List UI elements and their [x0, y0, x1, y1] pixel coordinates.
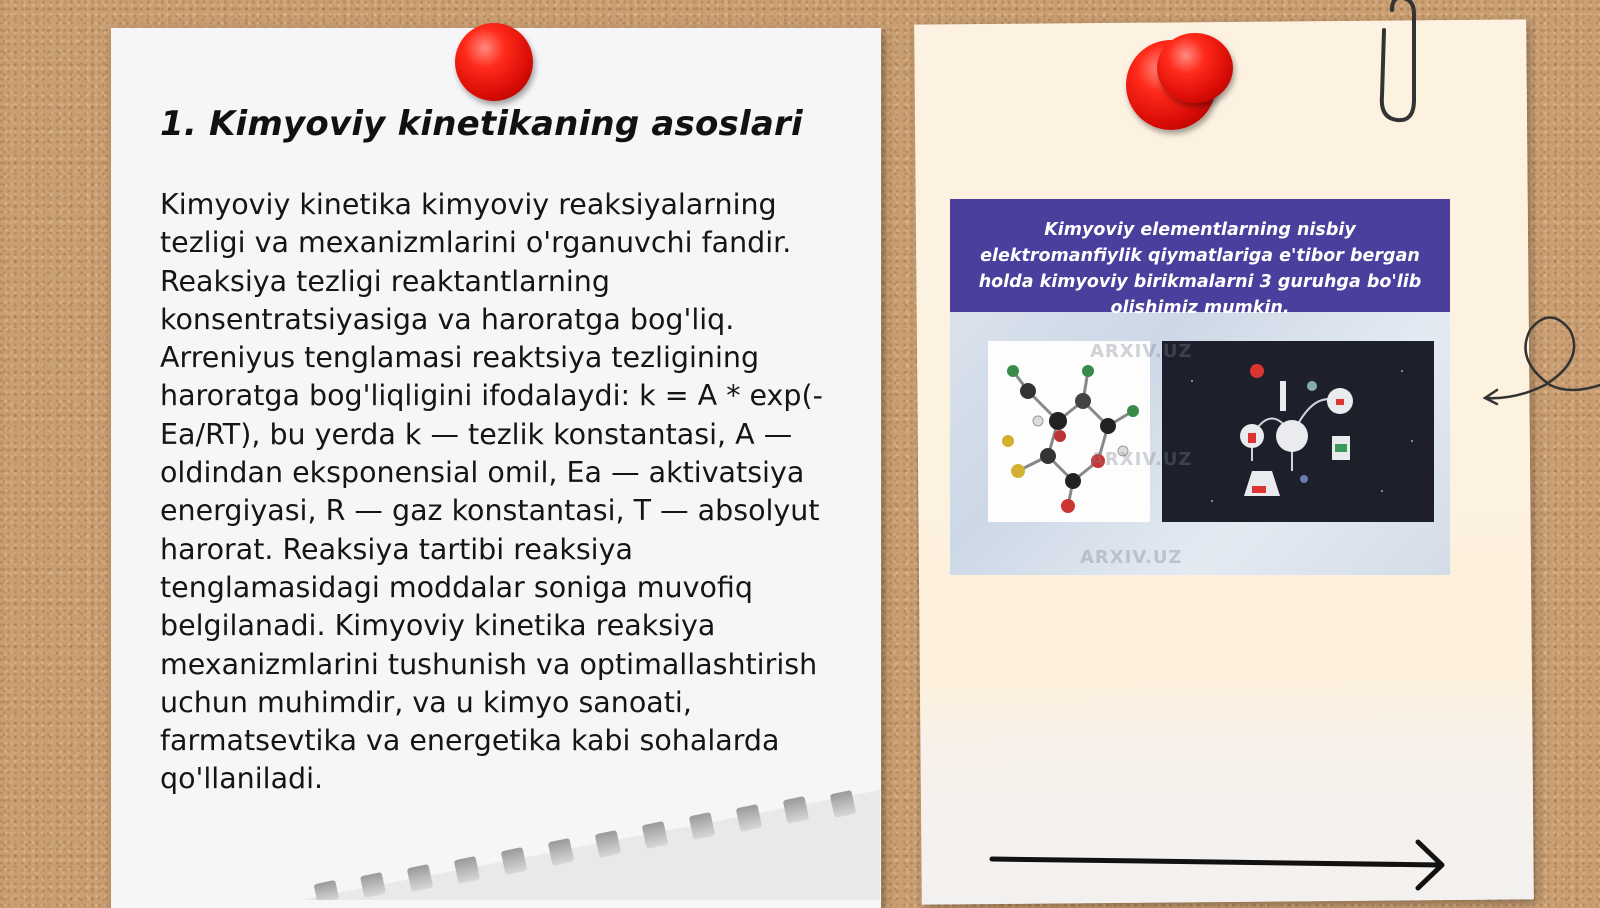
- slide-title: 1. Kimyoviy kinetikaning asoslari: [160, 104, 803, 144]
- watermark-middle: ARXIV.UZ: [1090, 449, 1193, 470]
- curl-arrow-icon: [1485, 318, 1600, 405]
- paperclip-icon: [1382, 0, 1414, 120]
- slide-body-text: Kimyoviy kinetika kimyoviy reaksiyalarning tezligi va mexanizmlarini o'rganuvchi fandir. Reaksiya tezligi reaktantlarning konsentratsiyasiga va haroratga bog'liq. Arreniyus tenglamasi reaktsiya tezligining haroratga bog'liqligini ifodalaydi: k = A * exp(-Ea/RT), bu yerda k — tezlik konstantasi, A — oldindan eksponensial omil, Ea — aktivatsiya energiyasi, R — gaz konstantasi, T — absolyut harorat. Reaksiya tartibi reaksiya tenglamasidagi moddalar soniga muvofiq belgilanadi. Kimyoviy kinetika reaksiya mexanizmlarini tushunish va optimallashtirish uchun muhimdir, va u kimyo sanoati, farmatsevtika va energetika kabi sohalarda qo'llaniladi.: [160, 188, 823, 796]
- image-banner-text: Kimyoviy elementlarning nisbiy elektromanfiylik qiymatlariga e'tibor bergan holda kimyoviy birikmalarni 3 guruhga bo'lib olishimiz mumkin.: [950, 199, 1450, 312]
- watermark-top: ARXIV.UZ: [1090, 341, 1193, 362]
- watermark-bottom: ARXIV.UZ: [1080, 547, 1183, 568]
- arrow-right-icon: [992, 842, 1442, 888]
